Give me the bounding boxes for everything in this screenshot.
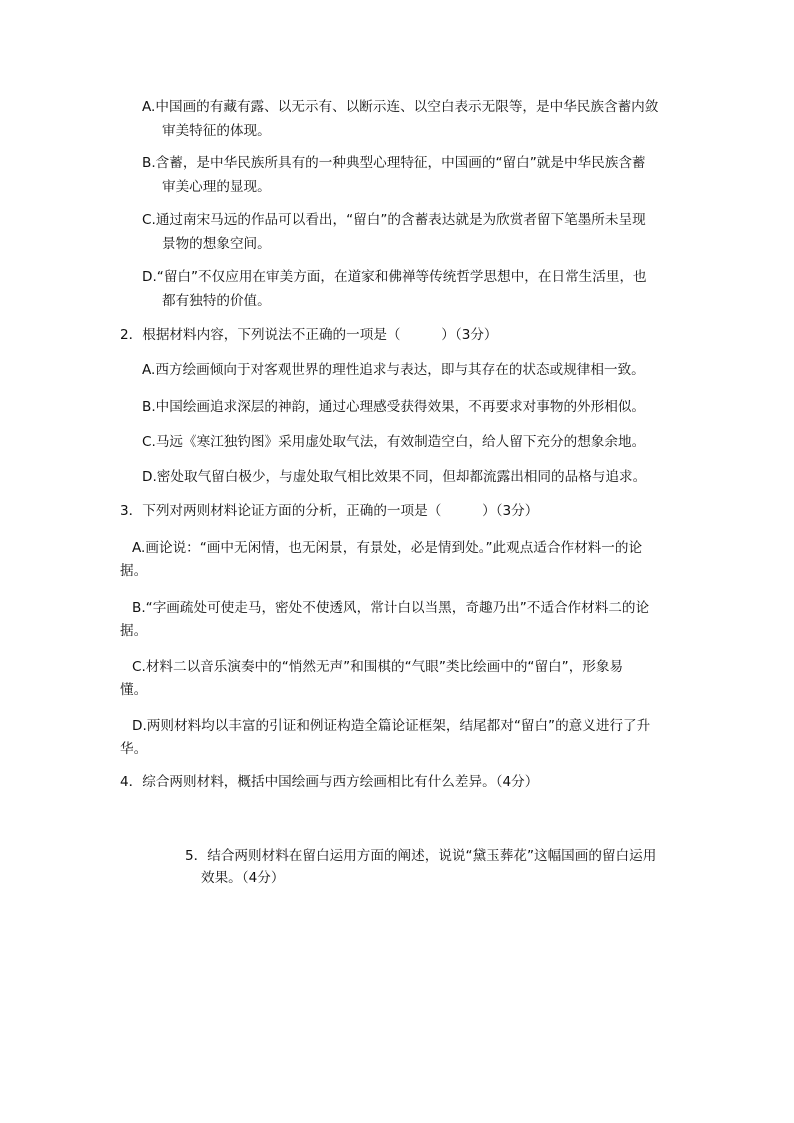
q3-stem: 3．下列对两则材料论证方面的分析，正确的一项是（ ）（3分） (120, 503, 539, 519)
q2-option-a: A.西方绘画倾向于对客观世界的理性追求与表达，即与其存在的状态或规律相一致。 (142, 362, 645, 378)
q3-option-d-line2: 华。 (120, 741, 148, 757)
q1-option-c-line1: C.通过南宋马远的作品可以看出，“留白”的含蓄表达就是为欣赏者留下笔墨所未呈现 (142, 212, 646, 228)
q2-option-c: C.马远《寒江独钓图》采用虚处取气法，有效制造空白，给人留下充分的想象余地。 (142, 434, 646, 450)
q3-option-b-line2: 据。 (120, 623, 148, 639)
q2-stem: 2．根据材料内容，下列说法不正确的一项是（ ）（3分） (120, 327, 498, 343)
q1-option-a-line1: A.中国画的有藏有露、以无示有、以断示连、以空白表示无限等，是中华民族含蓄内敛 (142, 99, 659, 115)
q1-option-b-line2: 审美心理的显现。 (162, 179, 271, 195)
q3-option-a-line1: A.画论说：“画中无闲情，也无闲景，有景处，必是情到处。”此观点适合作材料一的论 (132, 540, 643, 556)
q3-option-d-line1: D.两则材料均以丰富的引证和例证构造全篇论证框架，结尾都对“留白”的意义进行了升 (132, 718, 651, 734)
q1-option-c-line2: 景物的想象空间。 (162, 236, 271, 252)
q1-option-d-line2: 都有独特的价值。 (162, 293, 271, 309)
q3-option-c-line1: C.材料二以音乐演奏中的“悄然无声”和围棋的“气眼”类比绘画中的“留白”，形象易 (132, 659, 624, 675)
q1-option-a-line2: 审美特征的体现。 (162, 123, 271, 139)
q2-option-b: B.中国绘画追求深层的神韵，通过心理感受获得效果，不再要求对事物的外形相似。 (142, 399, 646, 415)
q4-stem: 4．综合两则材料，概括中国绘画与西方绘画相比有什么差异。（4分） (120, 774, 539, 790)
q2-option-d: D.密处取气留白极少，与虚处取气相比效果不同，但却都流露出相同的品格与追求。 (142, 469, 647, 485)
q5-stem-line2: 效果。（4分） (201, 870, 285, 886)
q3-option-b-line1: B.“字画疏处可使走马，密处不使透风，常计白以当黑，奇趣乃出”不适合作材料二的论 (132, 600, 650, 616)
q1-option-d-line1: D.“留白”不仅应用在审美方面，在道家和佛禅等传统哲学思想中，在日常生活里，也 (142, 269, 647, 285)
q3-option-a-line2: 据。 (120, 563, 148, 579)
q5-stem-line1: 5．结合两则材料在留白运用方面的阐述，说说“黛玉葬花”这幅国画的留白运用 (185, 848, 657, 864)
q1-option-b-line1: B.含蓄，是中华民族所具有的一种典型心理特征，中国画的“留白”就是中华民族含蓄 (142, 155, 646, 171)
q3-option-c-line2: 懂。 (120, 682, 148, 698)
